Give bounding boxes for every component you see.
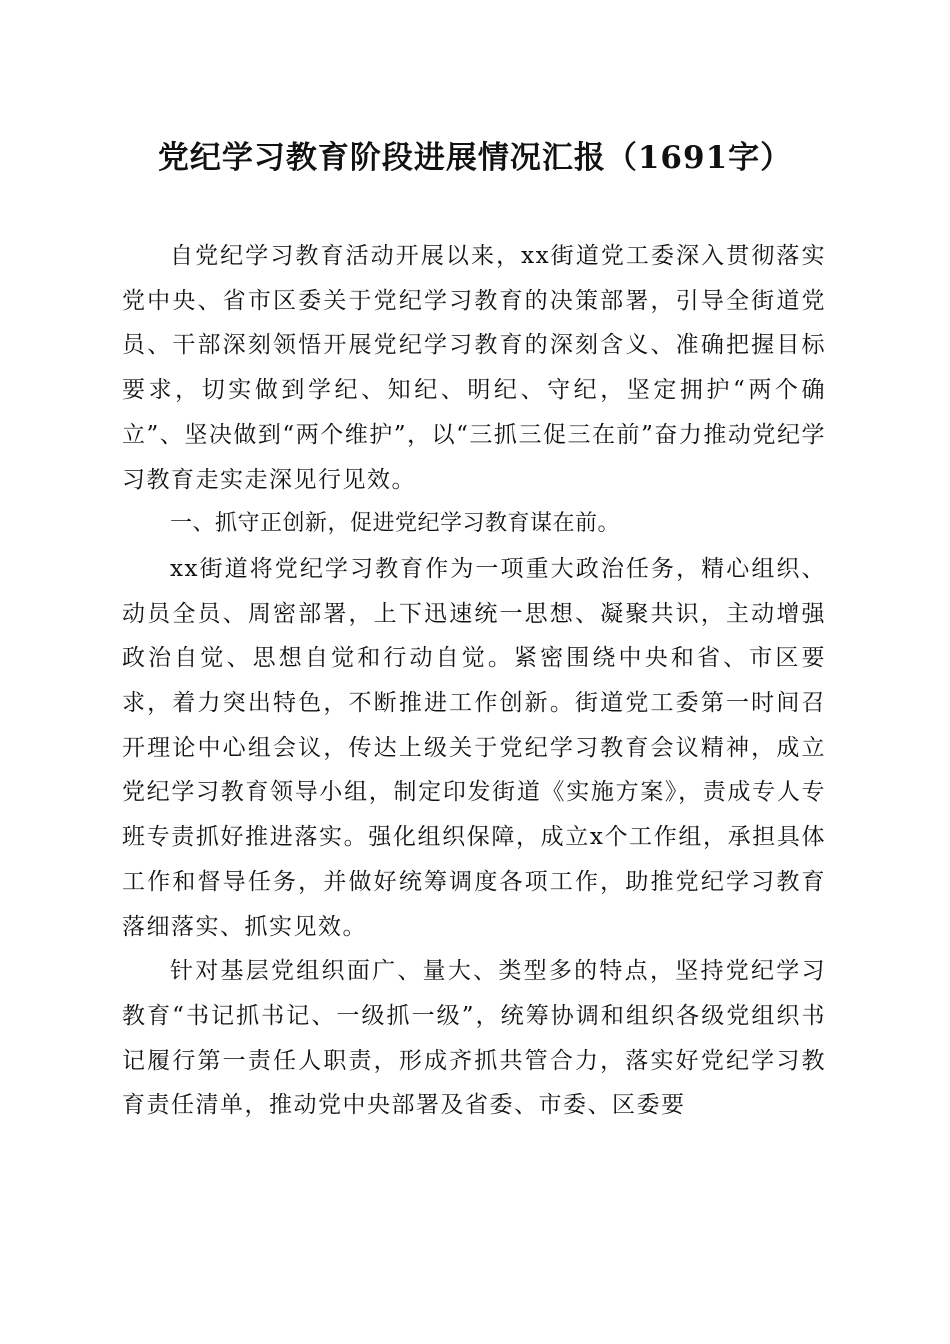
document-title: 党纪学习教育阶段进展情况汇报（1691字） [157,140,793,176]
paragraph-intro: 自党纪学习教育活动开展以来，xx街道党工委深入贯彻落实党中央、省市区委关于党纪学习教育的决策部署，引导全街道党员、干部深刻领悟开展党纪学习教育的深刻含义、准确把握目标要求，切实做到学纪、知纪、明纪、守纪，坚定拥护“两个确立”、坚决做到“两个维护”，以“三抓三促三在前”奋力推动党纪学习教育走实走深见行见效。 [122,243,826,493]
section-heading-1: 一、抓守正创新，促进党纪学习教育谋在前。 [170,511,621,537]
paragraph-section-1-a: xx街道将党纪学习教育作为一项重大政治任务，精心组织、动员全员、周密部署，上下迅速统一思想、凝聚共识，主动增强政治自觉、思想自觉和行动自觉。紧密围绕中央和省、市区要求，着力突出特色，不断推进工作创新。街道党工委第一时间召开理论中心组会议，传达上级关于党纪学习教育会议精神，成立党纪学习教育领导小组，制定印发街道《实施方案》，责成专人专班专责抓好推进落实。强化组织保障，成立x个工作组，承担具体工作和督导任务，并做好统筹调度各项工作，助推党纪学习教育落细落实、抓实见效。 [122,555,826,940]
paragraph-section-1-b: 针对基层党组织面广、量大、类型多的特点，坚持党纪学习教育“书记抓书记、一级抓一级”，统筹协调和组织各级党组织书记履行第一责任人职责，形成齐抓共管合力，落实好党纪学习教育责任清单，推动党中央部署及省委、市委、区委要 [122,958,826,1119]
document-body [122,234,826,1128]
